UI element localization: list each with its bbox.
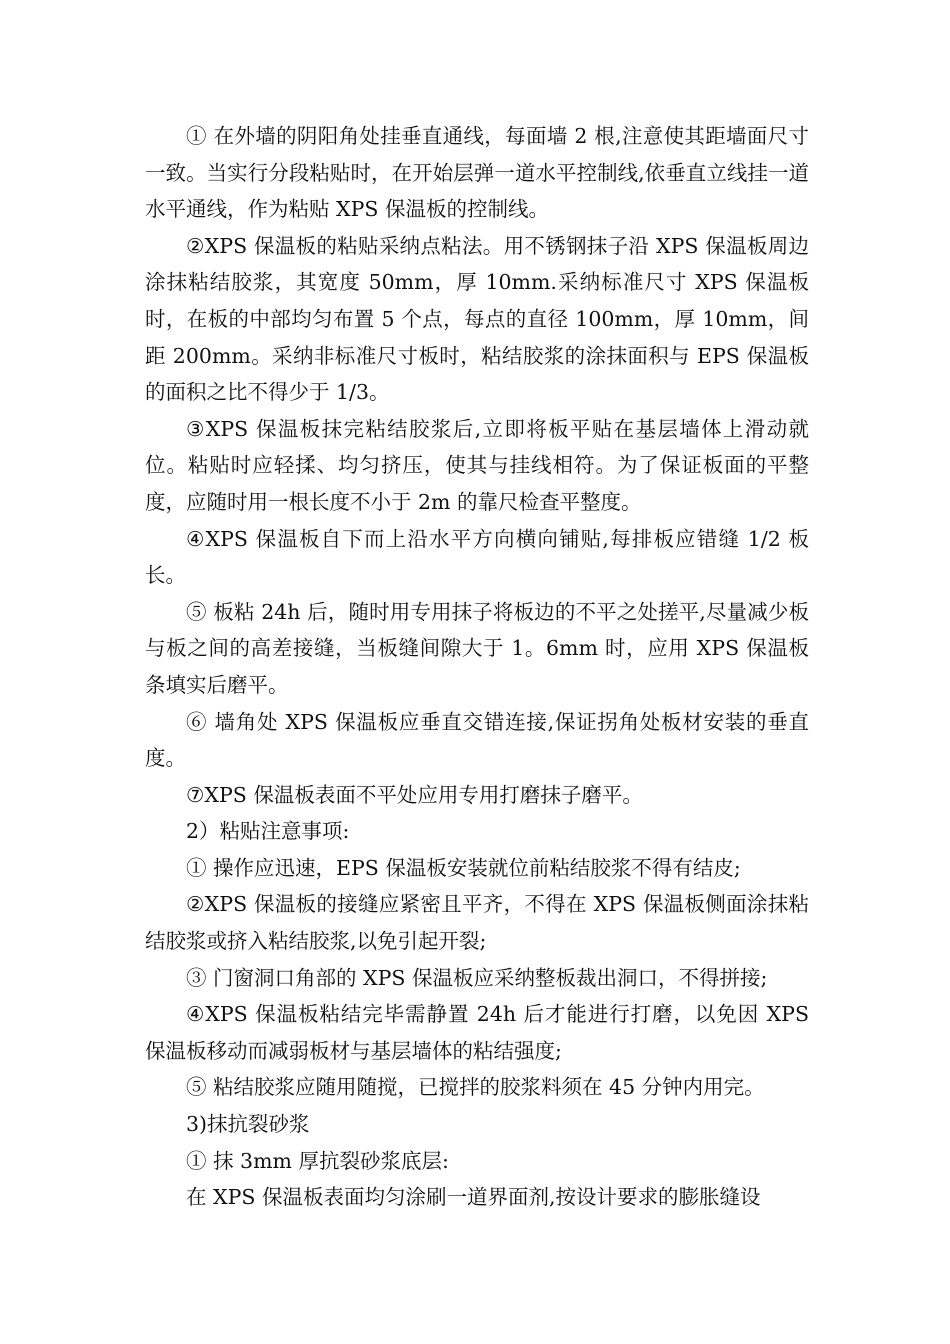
paragraph-10: ②XPS 保温板的接缝应紧密且平齐，不得在 XPS 保温板侧面涂抹粘结胶浆或挤入粘结胶浆,以免引起开裂;: [145, 892, 809, 954]
paragraph-7: ⑦XPS 保温板表面不平处应用专用打磨抹子磨平。: [186, 782, 643, 807]
document-body: [145, 118, 809, 1216]
paragraph-9: ① 操作应迅速，EPS 保温板安装就位前粘结胶浆不得有结皮;: [186, 855, 741, 880]
paragraph-5: ⑤ 板粘 24h 后，随时用专用抹子将板边的不平之处搓平,尽量减少板与板之间的高差接缝，当板缝间隙大于 1。6mm 时，应用 XPS 保温板条填实后磨平。: [145, 599, 809, 697]
section-heading-2: 2）粘贴注意事项:: [186, 819, 350, 844]
section-heading-3: 3)抹抗裂砂浆: [186, 1112, 310, 1137]
paragraph-12: ④XPS 保温板粘结完毕需静置 24h 后才能进行打磨，以免因 XPS 保温板移动而减弱板材与基层墙体的粘结强度;: [145, 1002, 809, 1063]
paragraph-4: ④XPS 保温板自下而上沿水平方向横向铺贴,每排板应错缝 1/2 板长。: [145, 526, 809, 588]
paragraph-16: 在 XPS 保温板表面均匀涂刷一道界面剂,按设计要求的膨胀缝设: [186, 1185, 761, 1210]
paragraph-2: ②XPS 保温板的粘贴采纳点粘法。用不锈钢抹子沿 XPS 保温板周边涂抹粘结胶浆，其宽度 50mm，厚 10mm.采纳标准尺寸 XPS 保温板时，在板的中部均匀布置 5 个点，每点的直径 100mm，厚 10mm，间距 200mm。采纳非标准尺寸板时，粘结胶浆的涂抹面积与 EPS 保温板的面积之比不得少于 1/3。: [145, 233, 809, 405]
paragraph-3: ③XPS 保温板抹完粘结胶浆后,立即将板平贴在基层墙体上滑动就位。粘贴时应轻揉、均匀挤压，使其与挂线相符。为了保证板面的平整度，应随时用一根长度不小于 2m 的靠尺检查平整度。: [145, 416, 809, 514]
paragraph-11: ③ 门窗洞口角部的 XPS 保温板应采纳整板裁出洞口，不得拼接;: [186, 965, 768, 990]
paragraph-1: ① 在外墙的阴阳角处挂垂直通线，每面墙 2 根,注意使其距墙面尺寸一致。当实行分段粘贴时，在开始层弹一道水平控制线,依垂直立线挂一道水平通线，作为粘贴 XPS 保温板的控制线。: [145, 124, 809, 222]
paragraph-6: ⑥ 墙角处 XPS 保温板应垂直交错连接,保证拐角处板材安装的垂直度。: [145, 709, 809, 771]
paragraph-13: ⑤ 粘结胶浆应随用随搅，已搅拌的胶浆料须在 45 分钟内用完。: [186, 1075, 765, 1100]
paragraph-15: ① 抹 3mm 厚抗裂砂浆底层:: [186, 1148, 449, 1173]
